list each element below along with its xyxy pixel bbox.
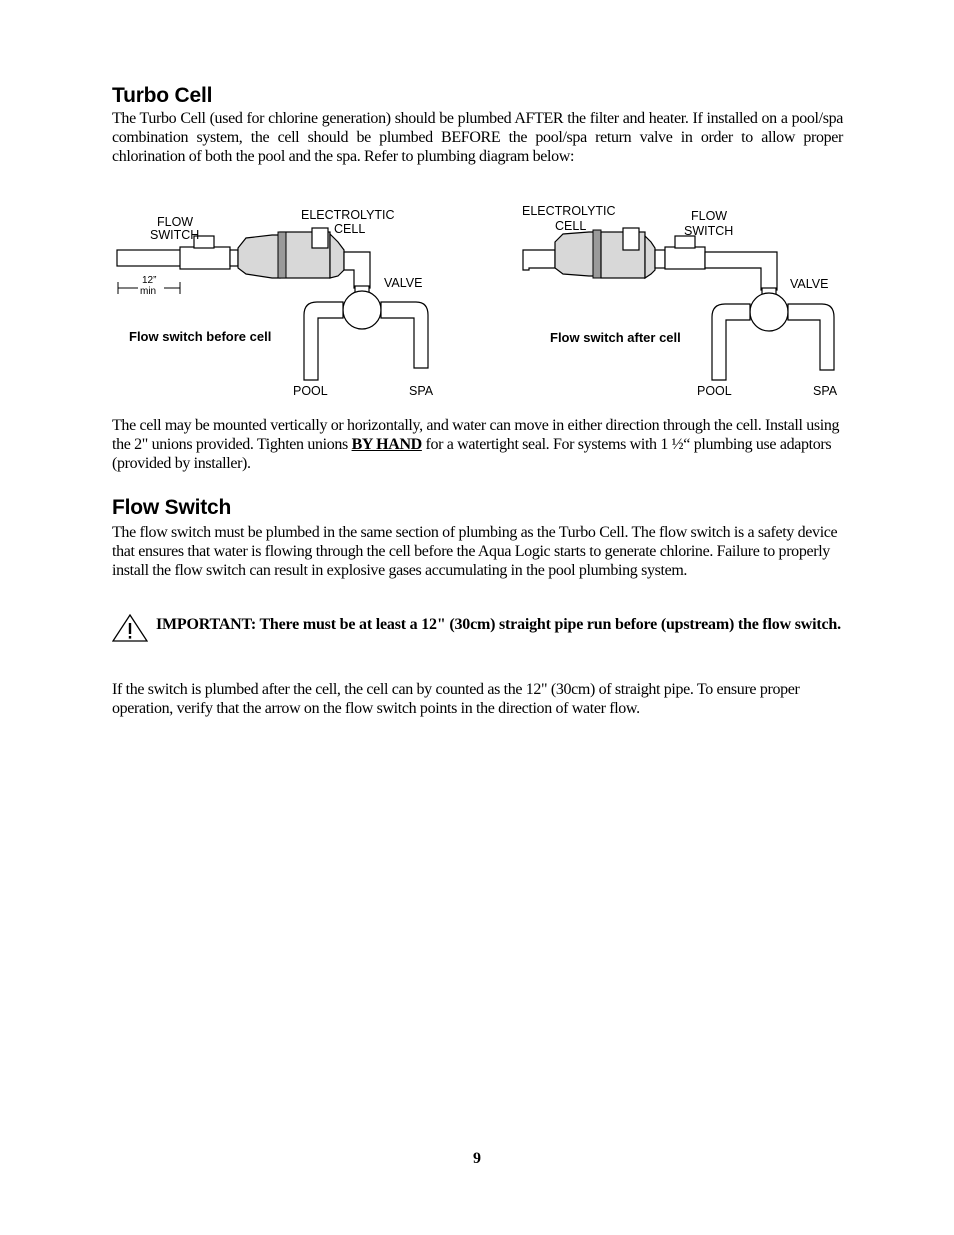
valve-icon — [304, 286, 428, 380]
label-electrolytic-line1: ELECTROLYTIC — [522, 204, 616, 218]
caption-flow-switch-after-cell: Flow switch after cell — [550, 330, 681, 345]
diagram-flow-switch-before-cell — [112, 190, 452, 410]
label-flow-switch-line1: FLOW — [691, 209, 728, 223]
label-spa: SPA — [409, 384, 434, 398]
label-flow-switch-line2: SWITCH — [684, 224, 734, 238]
coupling — [230, 250, 238, 266]
caption-flow-switch-before-cell: Flow switch before cell — [129, 329, 272, 344]
label-valve: VALVE — [384, 276, 423, 290]
page-number: 9 — [473, 1150, 481, 1167]
label-spa: SPA — [813, 384, 838, 398]
label-flow-switch-line2: SWITCH — [150, 228, 200, 242]
inlet-pipe — [523, 250, 555, 270]
by-hand-emphasis: BY HAND — [351, 436, 422, 453]
important-notice — [112, 614, 843, 635]
label-12-inch: 12” — [142, 275, 157, 286]
inlet-pipe — [117, 250, 182, 266]
electrolytic-cell-icon — [238, 228, 344, 278]
label-min: min — [140, 286, 157, 297]
label-cell-line2: CELL — [334, 222, 366, 236]
diagram-flow-switch-after-cell — [515, 190, 850, 410]
flow-switch-icon — [665, 236, 705, 269]
label-valve: VALVE — [790, 277, 829, 291]
label-pool: POOL — [697, 384, 732, 398]
valve-icon — [712, 288, 834, 380]
label-pool: POOL — [293, 384, 328, 398]
elbow-pipe — [344, 252, 370, 288]
flow-switch-heading: Flow Switch — [112, 496, 232, 519]
warning-triangle-icon — [112, 614, 148, 642]
label-electrolytic-line1: ELECTROLYTIC — [301, 208, 395, 222]
electrolytic-cell-icon — [555, 228, 655, 278]
flow-switch-intro: The flow switch must be plumbed in the same section of plumbing as the Turbo Cell. The flow switch is a safety device that ensures that water is flowing through the cell before the Aqua Logic starts to generate chlorine. Failure to properly install the flow switch can result in explosive gases accumulating in the pool plumbing system. — [112, 524, 838, 579]
label-cell-line2: CELL — [555, 219, 587, 233]
mounting-paragraph — [112, 416, 843, 473]
turbo-cell-heading: Turbo Cell — [112, 84, 213, 107]
mounting-text-2: for a watertight seal. For systems with 1 ½“ plumbing use adaptors (provided by installer). — [112, 436, 832, 472]
coupling — [655, 250, 665, 268]
label-flow-switch-line1: FLOW — [157, 215, 194, 229]
elbow-pipe — [705, 252, 777, 290]
after-cell-note: If the switch is plumbed after the cell, the cell can by counted as the 12" (30cm) of straight pipe. To ensure proper operation, verify that the arrow on the flow switch points in the direction of water flow. — [112, 681, 800, 717]
mounting-text-1: The cell may be mounted vertically or horizontally, and water can move in either direction through the cell. Install using the 2" unions provided. Tighten unions — [112, 417, 840, 453]
important-text: IMPORTANT: There must be at least a 12" (30cm) straight pipe run before (upstream) the flow switch. — [156, 616, 841, 633]
turbo-cell-intro: The Turbo Cell (used for chlorine generation) should be plumbed AFTER the filter and heater. If installed on a pool/spa combination system, the cell should be plumbed BEFORE the pool/spa return valve in order to allow proper chlorination of both the pool and the spa. Refer to plumbing diagram below: — [112, 110, 843, 165]
